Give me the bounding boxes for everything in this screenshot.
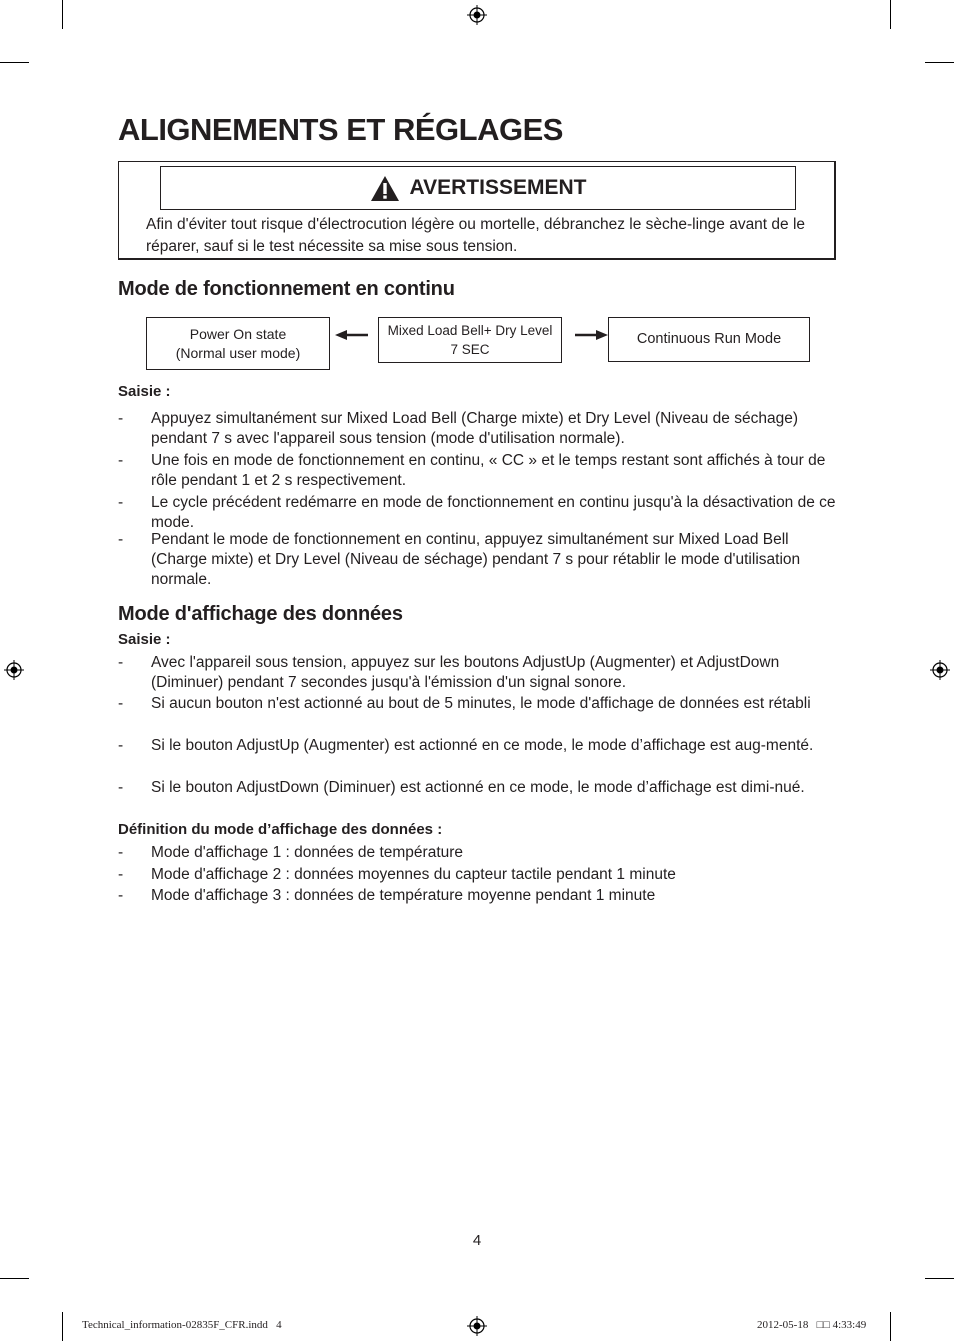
crop-mark	[0, 1278, 29, 1279]
page-title: ALIGNEMENTS ET RÉGLAGES	[118, 112, 563, 147]
crop-mark	[0, 62, 29, 63]
flow-box-line: 7 SEC	[450, 342, 490, 357]
flow-box-line: Mixed Load Bell+ Dry Level	[387, 323, 553, 338]
registration-mark-icon	[4, 660, 24, 680]
warning-triangle-icon	[370, 175, 400, 202]
crop-mark	[62, 0, 63, 29]
flow-box-line: Continuous Run Mode	[636, 331, 782, 347]
warning-title: AVERTISSEMENT	[409, 176, 587, 199]
crop-mark	[925, 62, 954, 63]
crop-mark	[890, 1312, 891, 1341]
registration-mark-icon	[467, 1316, 487, 1336]
registration-mark-icon	[467, 5, 487, 25]
definition-label: Définition du mode d’affichage des données :	[118, 821, 443, 838]
section-heading-display: Mode d'affichage des données	[118, 603, 403, 625]
warning-header	[160, 166, 796, 210]
warning-text: Afin d'éviter tout risque d'électrocution légère ou mortelle, débranchez le sèche-linge avant de le réparer, sauf si le test nécessite sa mise sous tension.	[146, 216, 806, 255]
arrow-right-icon	[573, 328, 609, 342]
flow-box-line: Power On state	[189, 325, 287, 342]
page-number: 4	[472, 1232, 482, 1249]
registration-mark-icon	[930, 660, 950, 680]
footer-filename: Technical_information-02835F_CFR.indd 4	[82, 1319, 282, 1331]
arrow-left-icon	[334, 328, 370, 342]
crop-mark	[890, 0, 891, 29]
flow-box-continuous-run	[608, 317, 810, 362]
footer-timestamp: 2012-05-18 □□ 4:33:49	[757, 1319, 867, 1331]
flow-box-line: (Normal user mode)	[175, 344, 301, 361]
input-label: Saisie :	[118, 631, 171, 648]
crop-mark	[62, 1312, 63, 1341]
crop-mark	[925, 1278, 954, 1279]
flow-box-mixed-load	[378, 317, 562, 363]
warning-box	[118, 161, 836, 260]
section-heading-continuous: Mode de fonctionnement en continu	[118, 278, 455, 300]
input-label: Saisie :	[118, 383, 171, 400]
flow-box-power-on	[146, 317, 330, 370]
